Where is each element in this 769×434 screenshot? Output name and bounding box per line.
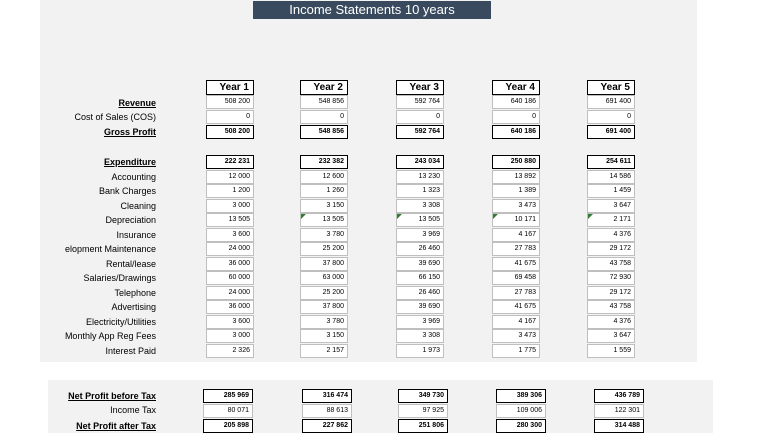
cell-bank-charges[interactable]: 1 323 [396,184,444,198]
year-header[interactable]: Year 1 [206,80,254,95]
cell-revenue[interactable]: 508 200 [206,95,254,109]
cell-value: 13 505 [418,216,440,223]
cell-advertising[interactable]: 37 800 [300,300,348,314]
label-interest: Interest Paid [105,346,156,356]
cell-insurance[interactable]: 3 780 [300,228,348,242]
cell-insurance[interactable]: 4 167 [492,228,540,242]
cell-expenditure[interactable]: 243 034 [396,155,444,169]
cell-advertising[interactable]: 39 690 [396,300,444,314]
cell-gross-profit[interactable]: 691 400 [587,125,635,139]
cell-electricity[interactable]: 3 969 [396,315,444,329]
cell-dev-maint[interactable]: 26 460 [396,242,444,256]
cell-npbt[interactable]: 389 306 [496,389,546,403]
cell-income-tax[interactable]: 88 613 [302,404,352,418]
label-gross-profit: Gross Profit [103,127,156,137]
cell-npat[interactable]: 314 488 [594,419,644,433]
cell-interest[interactable]: 1 973 [396,344,444,358]
label-npat: Net Profit after Tax [76,421,156,431]
cell-income-tax[interactable]: 80 071 [203,404,253,418]
cell-interest[interactable]: 2 326 [206,344,254,358]
cell-interest[interactable]: 1 775 [492,344,540,358]
net-column-2 [302,389,352,434]
cell-gross-profit[interactable]: 640 186 [492,125,540,139]
cell-electricity[interactable]: 4 167 [492,315,540,329]
year-column-5 [587,80,635,358]
comment-marker [588,214,593,219]
cell-accounting[interactable]: 12 000 [206,170,254,184]
label-electricity: Electricity/Utilities [85,317,156,327]
cell-rental[interactable]: 36 000 [206,257,254,271]
label-salaries: Salaries/Drawings [83,273,156,283]
cell-salaries[interactable]: 63 000 [300,271,348,285]
cell-dev-maint[interactable]: 29 172 [587,242,635,256]
cell-revenue[interactable]: 691 400 [587,95,635,109]
cell-accounting[interactable]: 12 600 [300,170,348,184]
cell-app-fees[interactable]: 3 150 [300,329,348,343]
cell-bank-charges[interactable]: 1 389 [492,184,540,198]
cell-interest[interactable]: 2 157 [300,344,348,358]
cell-electricity[interactable]: 4 376 [587,315,635,329]
cell-npbt[interactable]: 436 789 [594,389,644,403]
cell-value: 13 505 [322,216,344,223]
cell-telephone[interactable]: 27 783 [492,286,540,300]
cell-revenue[interactable]: 592 764 [396,95,444,109]
cell-expenditure[interactable]: 222 231 [206,155,254,169]
cell-dev-maint[interactable]: 27 783 [492,242,540,256]
cell-depreciation[interactable] [396,213,444,227]
cell-npbt[interactable]: 285 969 [203,389,253,403]
label-insurance: Insurance [116,230,156,240]
cell-cleaning[interactable]: 3 473 [492,199,540,213]
cell-npat[interactable]: 251 806 [398,419,448,433]
cell-insurance[interactable]: 4 376 [587,228,635,242]
year-column-2 [300,80,348,358]
label-advertising: Advertising [111,302,156,312]
cell-income-tax[interactable]: 109 006 [496,404,546,418]
net-column-1 [203,389,253,434]
cell-revenue[interactable]: 640 186 [492,95,540,109]
label-app-fees: Monthly App Reg Fees [64,331,156,341]
cell-cos[interactable]: 0 [587,110,635,124]
cell-npat[interactable]: 280 300 [496,419,546,433]
cell-advertising[interactable]: 43 758 [587,300,635,314]
cell-dev-maint[interactable]: 25 200 [300,242,348,256]
year-header[interactable]: Year 4 [492,80,540,95]
label-dev-maint: elopment Maintenance [64,244,156,254]
cell-advertising[interactable]: 41 675 [492,300,540,314]
label-cos: Cost of Sales (COS) [74,112,156,122]
cell-app-fees[interactable]: 3 647 [587,329,635,343]
cell-accounting[interactable]: 13 230 [396,170,444,184]
cell-npbt[interactable]: 349 730 [398,389,448,403]
comment-marker [493,214,498,219]
cell-bank-charges[interactable]: 1 200 [206,184,254,198]
cell-gross-profit[interactable]: 592 764 [396,125,444,139]
cell-telephone[interactable]: 25 200 [300,286,348,300]
year-header[interactable]: Year 2 [300,80,348,95]
cell-salaries[interactable]: 66 150 [396,271,444,285]
cell-cleaning[interactable]: 3 000 [206,199,254,213]
cell-advertising[interactable]: 36 000 [206,300,254,314]
cell-revenue[interactable]: 548 856 [300,95,348,109]
cell-bank-charges[interactable]: 1 459 [587,184,635,198]
year-column-1 [206,80,254,358]
cell-electricity[interactable]: 3 600 [206,315,254,329]
cell-income-tax[interactable]: 97 925 [398,404,448,418]
cell-cos[interactable]: 0 [300,110,348,124]
cell-insurance[interactable]: 3 969 [396,228,444,242]
cell-app-fees[interactable]: 3 308 [396,329,444,343]
comment-marker [397,214,402,219]
cell-depreciation[interactable] [300,213,348,227]
cell-gross-profit[interactable]: 548 856 [300,125,348,139]
net-column-3 [398,389,448,434]
cell-salaries[interactable]: 69 458 [492,271,540,285]
cell-cos[interactable]: 0 [206,110,254,124]
cell-value: 2 171 [613,216,631,223]
label-accounting: Accounting [111,172,156,182]
year-header[interactable]: Year 5 [587,80,635,95]
cell-cleaning[interactable]: 3 308 [396,199,444,213]
cell-interest[interactable]: 1 559 [587,344,635,358]
cell-app-fees[interactable]: 3 000 [206,329,254,343]
cell-telephone[interactable]: 24 000 [206,286,254,300]
cell-app-fees[interactable]: 3 473 [492,329,540,343]
cell-value: 10 171 [514,216,536,223]
cell-telephone[interactable]: 29 172 [587,286,635,300]
cell-rental[interactable]: 37 800 [300,257,348,271]
cell-cleaning[interactable]: 3 150 [300,199,348,213]
year-column-4 [492,80,540,358]
year-column-3 [396,80,444,358]
cell-dev-maint[interactable]: 24 000 [206,242,254,256]
cell-accounting[interactable]: 14 586 [587,170,635,184]
label-expenditure: Expenditure [103,157,156,167]
comment-marker [301,214,306,219]
label-cleaning: Cleaning [120,201,156,211]
cell-depreciation[interactable]: 13 505 [206,213,254,227]
net-column-4 [496,389,546,434]
cell-electricity[interactable]: 3 780 [300,315,348,329]
label-rental: Rental/lease [105,259,156,269]
label-income-tax: Income Tax [110,405,156,415]
cell-expenditure[interactable]: 254 611 [587,155,635,169]
cell-expenditure[interactable]: 250 880 [492,155,540,169]
page-title: Income Statements 10 years [253,1,491,19]
cell-income-tax[interactable]: 122 301 [594,404,644,418]
cell-gross-profit[interactable]: 508 200 [206,125,254,139]
label-bank-charges: Bank Charges [98,186,156,196]
cell-telephone[interactable]: 26 460 [396,286,444,300]
label-telephone: Telephone [114,288,156,298]
cell-npat[interactable]: 205 898 [203,419,253,433]
cell-depreciation[interactable] [492,213,540,227]
year-header[interactable]: Year 3 [396,80,444,95]
cell-npat[interactable]: 227 862 [302,419,352,433]
cell-cleaning[interactable]: 3 647 [587,199,635,213]
cell-expenditure[interactable]: 232 382 [300,155,348,169]
cell-bank-charges[interactable]: 1 260 [300,184,348,198]
cell-rental[interactable]: 43 758 [587,257,635,271]
cell-salaries[interactable]: 60 000 [206,271,254,285]
cell-accounting[interactable]: 13 892 [492,170,540,184]
cell-depreciation[interactable] [587,213,635,227]
net-column-5 [594,389,644,434]
cell-rental[interactable]: 39 690 [396,257,444,271]
cell-salaries[interactable]: 72 930 [587,271,635,285]
cell-cos[interactable]: 0 [396,110,444,124]
cell-npbt[interactable]: 316 474 [302,389,352,403]
label-depreciation: Depreciation [105,215,156,225]
label-npbt: Net Profit before Tax [68,391,156,401]
label-revenue: Revenue [118,98,156,108]
cell-insurance[interactable]: 3 600 [206,228,254,242]
cell-cos[interactable]: 0 [492,110,540,124]
cell-rental[interactable]: 41 675 [492,257,540,271]
